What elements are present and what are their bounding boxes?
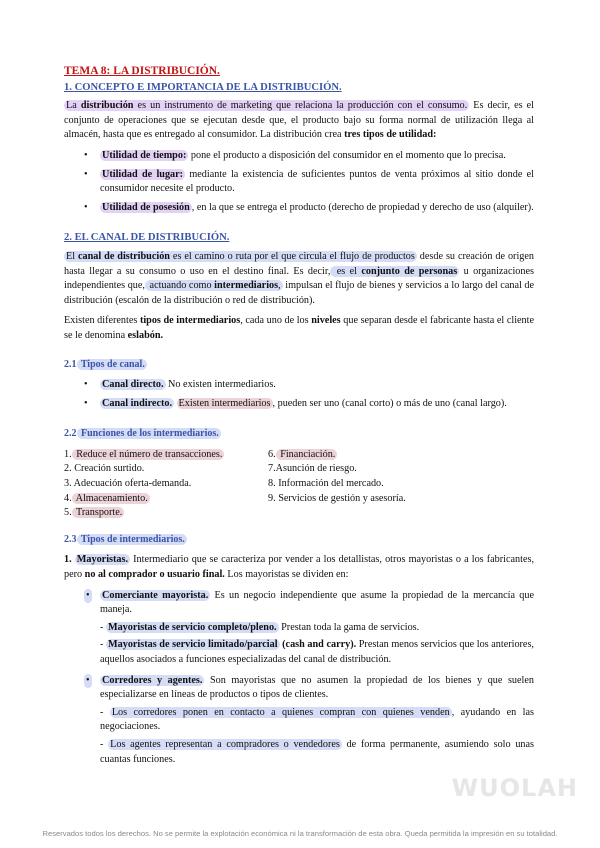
section-2-paragraph-1: El canal de distribución es el camino o ruta por el que circula el flujo de productos desde su creación de origen hasta llegar a su consumo o uso en el destino final. Es decir, es el conjunto de personas u organizaciones independientes que, actuando como intermediarios, impulsan el flujo de bienes y servicios a lo largo del canal de distribución (escalón de la distribución o red de distribución). (64, 250, 535, 306)
document-page (64, 64, 534, 775)
list-item: • Utilidad de tiempo: pone el producto a disposición del consumidor en el momento que lo precisa. (84, 149, 506, 161)
section-1-heading: 1. CONCEPTO E IMPORTANCIA DE LA DISTRIBUCIÓN. (64, 81, 342, 93)
list-item: • Canal indirecto. Existen intermediarios , pueden ser uno (canal corto) o más de uno (canal largo). (84, 397, 507, 409)
section-2-heading: 2. EL CANAL DE DISTRIBUCIÓN. (64, 232, 230, 244)
section-2-paragraph-2: Existen diferentes tipos de intermediarios, cada uno de los niveles que separan desde el fabricante hasta el cliente se le denomina eslabón. (64, 315, 534, 341)
channel-types-list (64, 378, 534, 411)
list-item: 6. Financiación. (268, 448, 336, 460)
list-item: • Canal directo. No existen intermediarios. (84, 379, 276, 391)
list-item: 4. Almacenamiento. (64, 492, 148, 504)
page-title: TEMA 8: LA DISTRIBUCIÓN. (64, 65, 220, 77)
section-2-1-heading: 2.1 Tipos de canal. (64, 358, 145, 370)
list-item: 3. Adecuación oferta-demanda. (64, 478, 192, 490)
list-item: • Utilidad de posesión , en la que se entrega el producto (derecho de propiedad y derecho de uso (alquiler). (84, 201, 534, 213)
utility-list (64, 149, 534, 215)
sub-item: - Los agentes representan a compradores o vendedores de forma permanente, asumiendo solo unas cuantas funciones. (100, 738, 534, 765)
wuolah-watermark: WUOLAH (451, 774, 578, 802)
section-1-paragraph: La distribución es un instrumento de marketing que relaciona la producción con el consumo. Es decir, es el conjunto de operaciones que se ejecutan desde que, el producto bajo su forma normal de utilización llega al almacén, hasta que es entregado al consumidor. La distribución crea tres tipos de utilidad: (64, 100, 535, 141)
list-item: 7.Asunción de riesgo. (268, 463, 357, 475)
sub-item: - Los corredores ponen en contacto a quienes compran con quienes venden , ayudando en las negociaciones. (100, 706, 534, 733)
sub-item: - Mayoristas de servicio completo/pleno. Prestan toda la gama de servicios. (100, 621, 420, 633)
list-item: • Utilidad de lugar: mediante la existencia de suficientes puntos de venta próximos al sitio donde el consumidor necesite el producto. (84, 168, 534, 195)
list-item: • Corredores y agentes. Son mayoristas que no asumen la propiedad de los bienes y que suelen especializarse en líneas de productos o tipos de clientes. - Los corredores ponen en contacto a quienes compran con quienes venden , ayudando en las negociaciones. - Los agentes representan a compradores o vendedores de forma permanente, asumiendo solo unas cuantas funciones. (64, 674, 534, 768)
sub-item: - Mayoristas de servicio limitado/parcial (cash and carry). Prestan menos servicios que los anteriores, aquellos asociados a funciones especializadas del canal de distribución. (100, 639, 534, 665)
wholesaler-types-list (64, 589, 534, 768)
list-item: 2. Creación surtido. (64, 463, 145, 475)
list-item: • Comerciante mayorista. Es un negocio independiente que asume la propiedad de la mercancía que maneja. - Mayoristas de servicio completo/pleno. Prestan toda la gama de servicios. - Mayoristas de servicio limitado/parcial (cash and carry). Prestan menos servicios que los anteriores, aquellos asociados a funciones especializadas del canal de distribución. (64, 589, 534, 668)
list-item: 1. Reduce el número de transacciones. (64, 448, 223, 460)
functions-list (64, 448, 534, 521)
copyright-footer: Reservados todos los derechos. No se permite la explotación económica ni la transformación de esta obra. Queda permitida la impresión en su totalidad. (42, 829, 558, 838)
wholesalers-paragraph: 1. Mayoristas. Intermediario que se caracteriza por vender a los detallistas, otros mayoristas o a los fabricantes, pero no al comprador o usuario final. Los mayoristas se dividen en: (64, 554, 534, 581)
list-item: 9. Servicios de gestión y asesoría. (268, 492, 406, 504)
list-item: 5. Transporte. (64, 507, 123, 519)
section-2-2-heading: 2.2 Funciones de los intermediarios. (64, 428, 219, 440)
section-2-3-heading: 2.3 Tipos de intermediarios. (64, 533, 185, 545)
list-item: 8. Información del mercado. (268, 478, 384, 490)
